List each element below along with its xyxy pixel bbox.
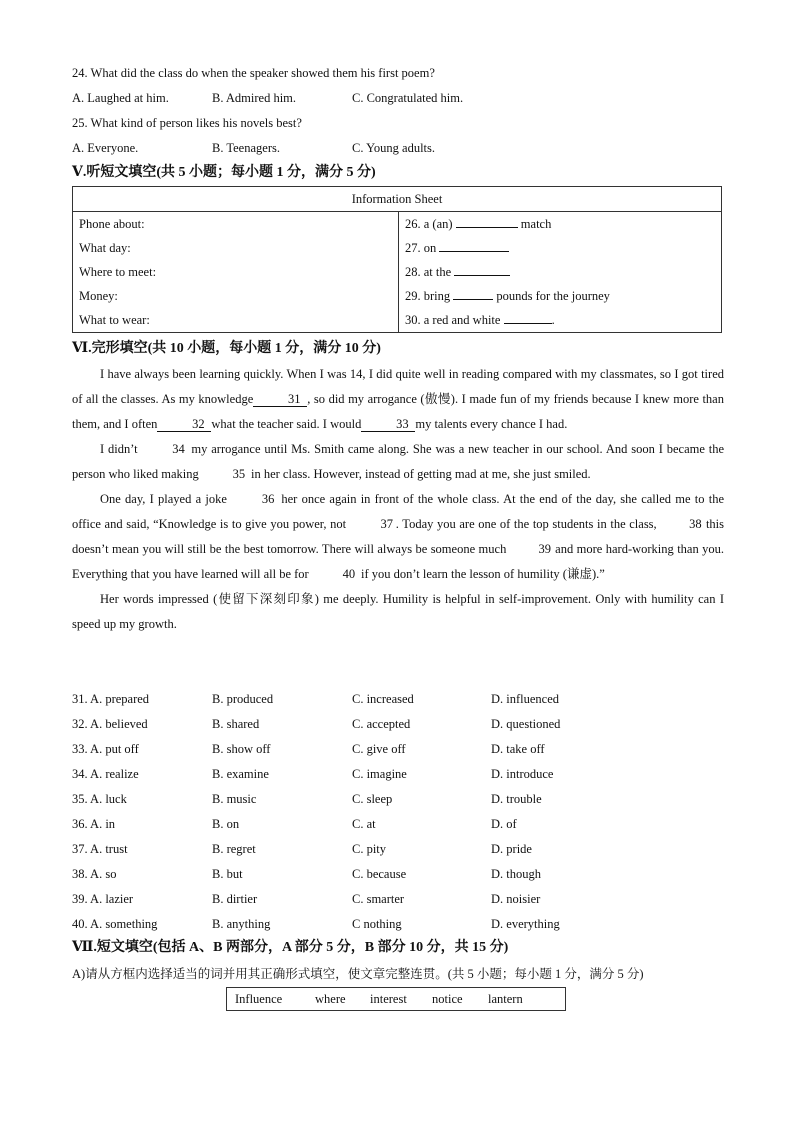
question-25-stem: 25. What kind of person likes his novels best? — [72, 116, 302, 130]
cloze-blank-33[interactable]: 33 — [361, 417, 415, 432]
table-title: Information Sheet — [73, 187, 722, 212]
option-34-b[interactable]: B. examine — [212, 767, 269, 781]
option-35-c[interactable]: C. sleep — [352, 792, 393, 806]
cloze-blank-36[interactable]: 36 — [261, 492, 275, 506]
option-33-b[interactable]: B. show off — [212, 742, 271, 756]
cloze-blank-39[interactable]: 39 — [538, 542, 551, 556]
option-36-b[interactable]: B. on — [212, 817, 240, 831]
q25-option-a: A. Everyone. — [72, 141, 139, 155]
cloze-blank-40[interactable]: 40 — [342, 567, 356, 581]
option-34-d[interactable]: D. introduce — [491, 767, 554, 781]
option-36-d[interactable]: D. of — [491, 817, 517, 831]
option-32-a[interactable]: 32. A. believed — [72, 717, 148, 731]
row-label: Phone about: — [73, 212, 399, 237]
option-37-a[interactable]: 37. A. trust — [72, 842, 128, 856]
row-answer-26: 26. a (an) match — [399, 212, 722, 237]
section-7-heading: Ⅶ.短文填空(包括 A、B 两部分，A 部分 5 分，B 部分 10 分，共 15 分) — [72, 940, 509, 955]
row-label: Money: — [73, 284, 399, 308]
cloze-passage — [72, 362, 724, 637]
cloze-blank-38[interactable]: 38 — [689, 517, 702, 531]
option-38-c[interactable]: C. because — [352, 867, 407, 881]
word-bank-word: notice — [432, 992, 463, 1006]
row-answer-29: 29. bring pounds for the journey — [399, 284, 722, 308]
passage-paragraph-4: Her words impressed (使留下深刻印象) me deeply. Humility is helpful in self-improvement. Only with humility can I speed up my growth. — [72, 592, 724, 631]
option-40-b[interactable]: B. anything — [212, 917, 271, 931]
row-answer-28: 28. at the — [399, 260, 722, 284]
option-38-d[interactable]: D. though — [491, 867, 541, 881]
option-31-c[interactable]: C. increased — [352, 692, 414, 706]
q25-option-c: C. Young adults. — [352, 141, 436, 155]
row-label: Where to meet: — [73, 260, 399, 284]
cloze-blank-35[interactable]: 35 — [232, 467, 246, 481]
option-31-d[interactable]: D. influenced — [491, 692, 560, 706]
section-5-heading: Ⅴ.听短文填空(共 5 小题；每小题 1 分，满分 5 分) — [72, 165, 376, 180]
option-38-a[interactable]: 38. A. so — [72, 867, 117, 881]
option-33-c[interactable]: C. give off — [352, 742, 406, 756]
word-bank-box — [226, 987, 566, 1011]
cloze-blank-32[interactable]: 32 — [157, 417, 211, 432]
passage-paragraph-3: One day, I played a joke 36 her once again in front of the whole class. At the end of the day, she called me to the office and said, “Knowledge is to give you power, not 37 . Today you are one of the top students in the class, 38 this doesn’t mean you will still be the best tomorrow. There will always be someone much 39 and more hard-working than you. Everything that you have learned will all be for 40 if you don’t learn the lesson of humility (谦虚).” — [72, 487, 724, 587]
row-label: What to wear: — [73, 308, 399, 333]
passage-paragraph-2: I didn’t 34 my arrogance until Ms. Smith came along. She was a new teacher in our school. And soon I became the person who liked making 35 in her class. However, instead of getting mad at me, she just smiled. — [72, 437, 724, 487]
option-36-c[interactable]: C. at — [352, 817, 376, 831]
answer-blank-27[interactable] — [439, 251, 509, 252]
word-bank-word: Influence — [235, 992, 283, 1006]
q24-option-c: C. Congratulated him. — [352, 91, 464, 105]
option-33-d[interactable]: D. take off — [491, 742, 545, 756]
q24-option-a: A. Laughed at him. — [72, 91, 169, 105]
option-36-a[interactable]: 36. A. in — [72, 817, 116, 831]
cloze-blank-37[interactable]: 37 — [380, 517, 394, 531]
option-40-c[interactable]: C nothing — [352, 917, 402, 931]
option-35-a[interactable]: 35. A. luck — [72, 792, 127, 806]
q25-option-b: B. Teenagers. — [212, 141, 280, 155]
answer-blank-30[interactable] — [504, 323, 552, 324]
answer-blank-28[interactable] — [454, 275, 510, 276]
option-31-b[interactable]: B. produced — [212, 692, 274, 706]
row-answer-30: 30. a red and white . — [399, 308, 722, 333]
option-40-d[interactable]: D. everything — [491, 917, 560, 931]
option-40-a[interactable]: 40. A. something — [72, 917, 158, 931]
row-answer-27: 27. on — [399, 236, 722, 260]
option-35-b[interactable]: B. music — [212, 792, 257, 806]
option-39-b[interactable]: B. dirtier — [212, 892, 258, 906]
cloze-blank-34[interactable]: 34 — [172, 442, 185, 456]
answer-blank-29[interactable] — [453, 299, 493, 300]
information-sheet-table — [72, 186, 722, 333]
word-bank-word: interest — [370, 992, 407, 1006]
option-37-c[interactable]: C. pity — [352, 842, 387, 856]
option-39-a[interactable]: 39. A. lazier — [72, 892, 134, 906]
option-32-d[interactable]: D. questioned — [491, 717, 561, 731]
option-37-d[interactable]: D. pride — [491, 842, 532, 856]
section-7-instruction: A)请从方框内选择适当的词并用其正确形式填空，使文章完整连贯。(共 5 小题；每小题 1 分，满分 5 分) — [72, 967, 644, 981]
section-6-heading: Ⅵ.完形填空(共 10 小题，每小题 1 分，满分 10 分) — [72, 341, 381, 356]
word-bank-word: where — [315, 992, 346, 1006]
option-35-d[interactable]: D. trouble — [491, 792, 542, 806]
answer-blank-26[interactable] — [456, 227, 518, 228]
option-38-b[interactable]: B. but — [212, 867, 243, 881]
option-39-c[interactable]: C. smarter — [352, 892, 405, 906]
option-32-c[interactable]: C. accepted — [352, 717, 411, 731]
option-39-d[interactable]: D. noisier — [491, 892, 541, 906]
option-33-a[interactable]: 33. A. put off — [72, 742, 139, 756]
question-24-stem: 24. What did the class do when the speaker showed them his first poem? — [72, 66, 435, 80]
option-37-b[interactable]: B. regret — [212, 842, 256, 856]
word-bank-word: lantern — [488, 992, 523, 1006]
q24-option-b: B. Admired him. — [212, 91, 297, 105]
option-34-a[interactable]: 34. A. realize — [72, 767, 139, 781]
option-34-c[interactable]: C. imagine — [352, 767, 407, 781]
option-31-a[interactable]: 31. A. prepared — [72, 692, 150, 706]
passage-paragraph-1: I have always been learning quickly. When I was 14, I did quite well in reading compared with my classmates, so I got tired of all the classes. As my knowledge 31 , so did my arrogance (傲慢). I made fun of my friends because I knew more than them, and I often 32 what the teacher said. I would 33 my talents every chance I had. — [72, 367, 724, 431]
cloze-blank-31[interactable]: 31 — [253, 392, 307, 407]
row-label: What day: — [73, 236, 399, 260]
option-32-b[interactable]: B. shared — [212, 717, 260, 731]
